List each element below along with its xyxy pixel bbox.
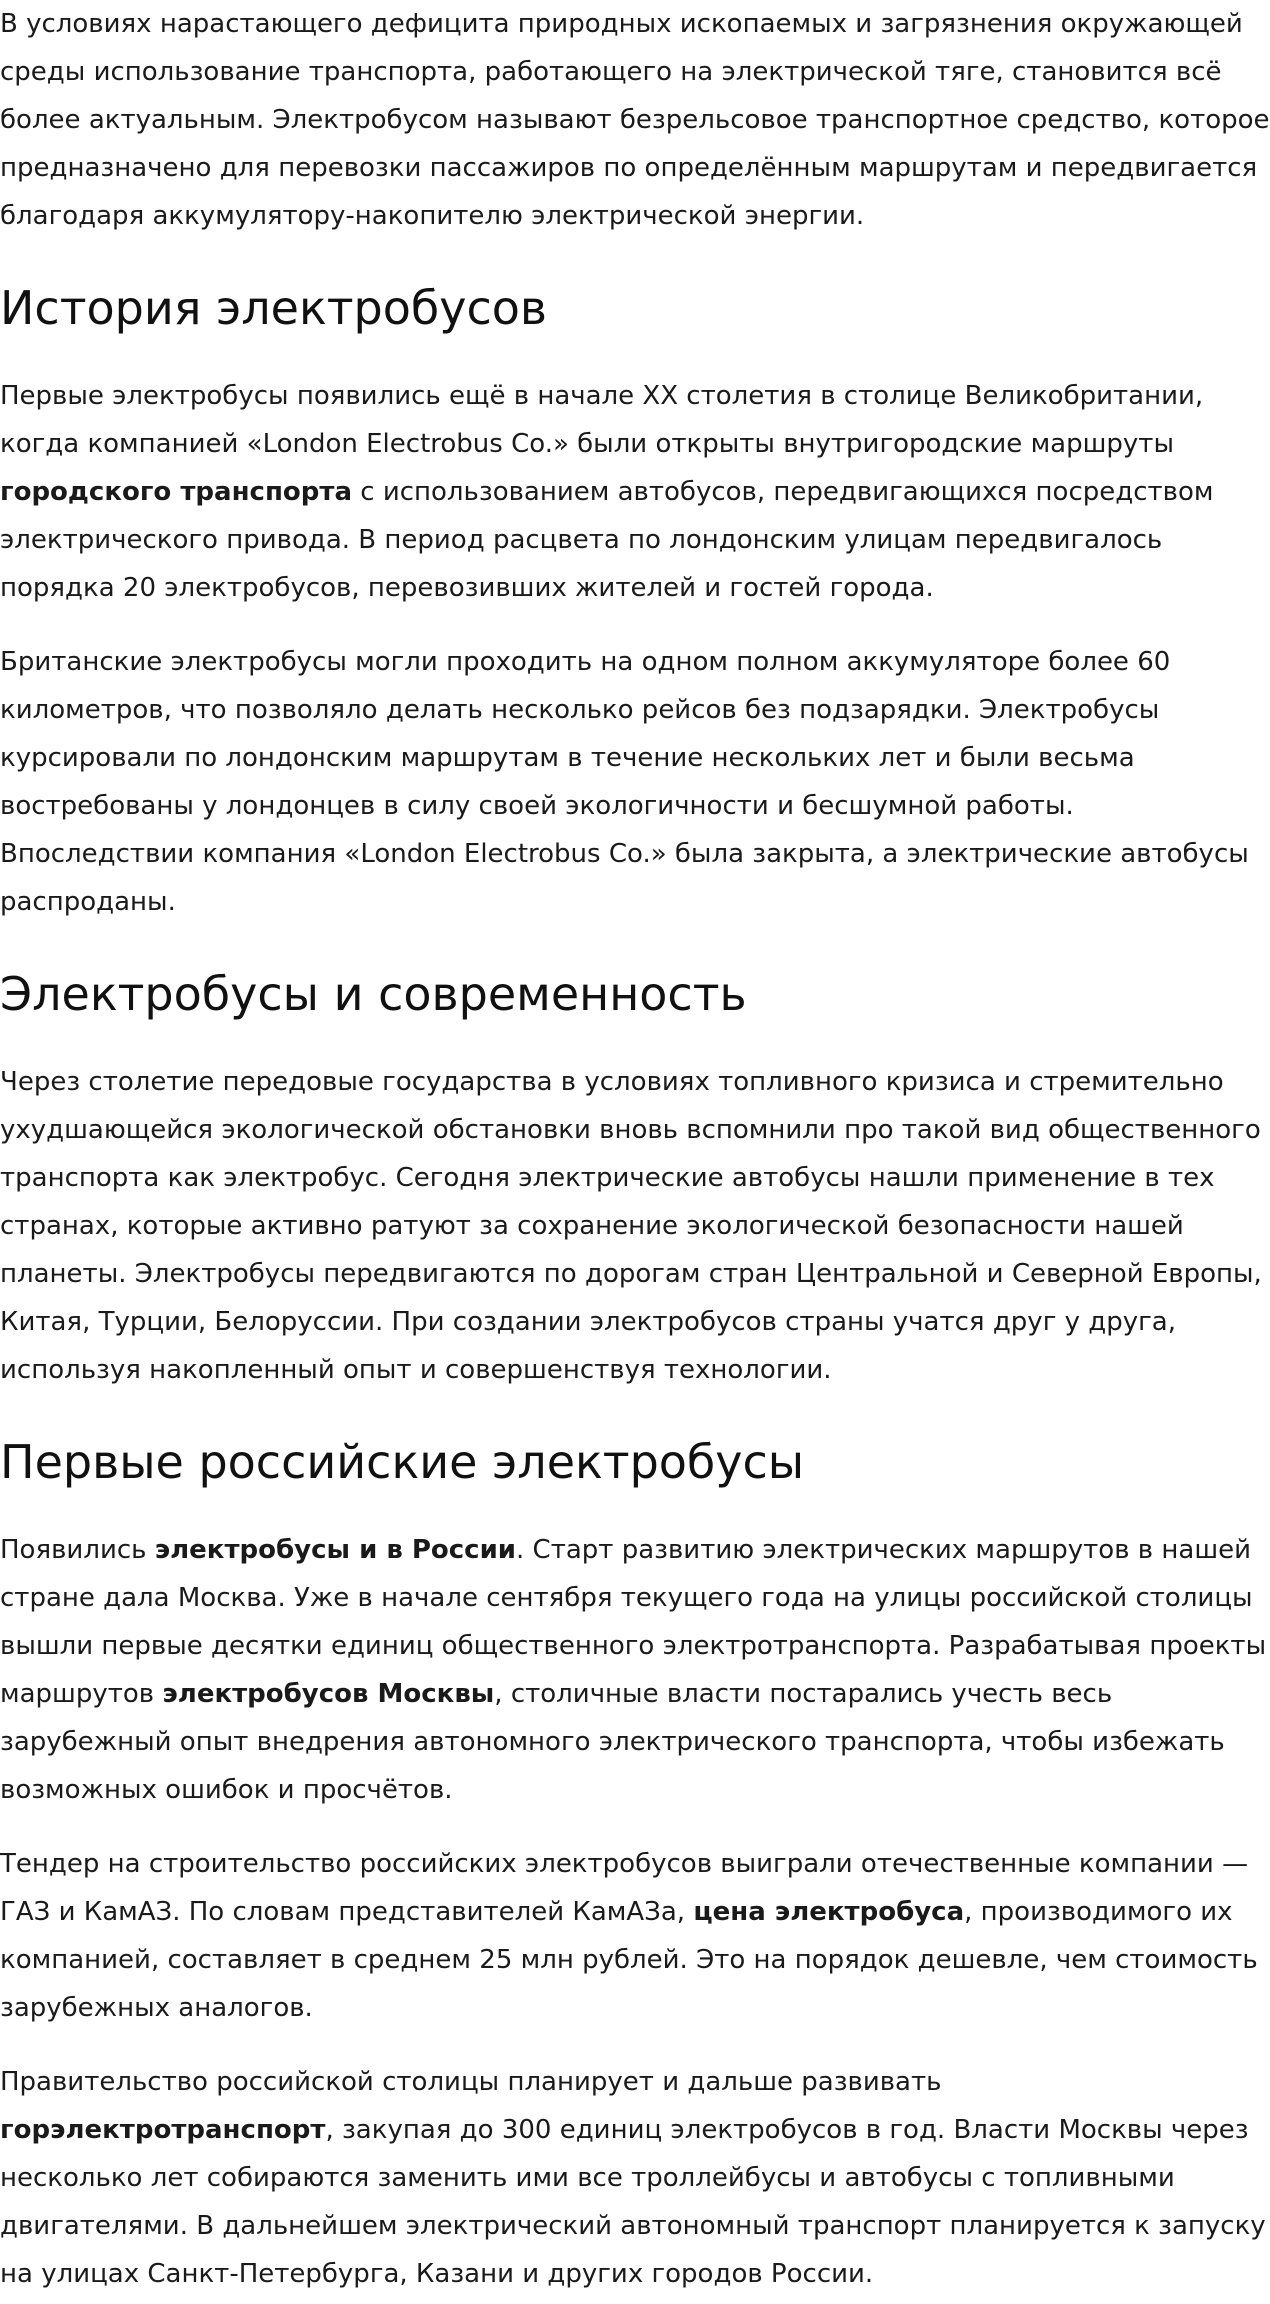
section-heading-russia: Первые российские электробусы <box>0 1435 805 1489</box>
modern-paragraph-1 <box>0 1058 1270 1394</box>
history-p1-bold-city-transport: городского транспорта <box>0 477 352 507</box>
russia-p2-bold-price: цена электробуса <box>693 1897 965 1927</box>
russia-p1-text-c: . Старт развитию электрических маршрутов в нашей стране дала Москва. Уже в начале сентября текущего года на улицы российской столицы вышли первые десятки единиц общественного электротранспорта. Разрабатывая проекты маршрутов <box>0 1535 1267 1709</box>
section-heading-modern: Электробусы и современность <box>0 967 747 1021</box>
russia-p3-text-c: , закупая до 300 единиц электробусов в год. Власти Москвы через несколько лет собираются заменить ими все троллейбусы и автобусы с топливными двигателями. В дальнейшем электрический автономный транспорт планируется к запуску на улицах Санкт-Петербурга, Казани и других городов России. <box>0 2115 1266 2289</box>
section-heading-history: История электробусов <box>0 281 548 335</box>
russia-p1-bold-ebuses-moscow: электробусов Москвы <box>162 1679 495 1709</box>
russia-paragraph-3 <box>0 2058 1270 2298</box>
history-p1-text-a: Первые электробусы появились ещё в начале XX столетия в столице Великобритании, когда компанией «London Electrobus Co.» были открыты внутригородские маршруты <box>0 381 1204 459</box>
russia-p1-text-a: Появились <box>0 1535 155 1565</box>
russia-p1-text-e: , столичные власти постарались учесть весь зарубежный опыт внедрения автономного электрического транспорта, чтобы избежать возможных ошибок и просчётов. <box>0 1679 1225 1805</box>
russia-p2-text-c: , производимого их компанией, составляет в среднем 25 млн рублей. Это на порядок дешевле, чем стоимость зарубежных аналогов. <box>0 1897 1258 2023</box>
russia-paragraph-2 <box>0 1840 1270 2032</box>
history-p2-text: Британские электробусы могли проходить на одном полном аккумуляторе более 60 километров, что позволяло делать несколько рейсов без подзарядки. Электробусы курсировали по лондонским маршрутам в течение нескольких лет и были весьма востребованы у лондонцев в силу своей экологичности и бесшумной работы. Впоследствии компания «London Electrobus Co.» была закрыта, а электрические автобусы распроданы. <box>0 647 1249 917</box>
history-paragraph-1 <box>0 372 1270 612</box>
russia-p1-bold-ebuses-russia: электробусы и в России <box>154 1535 517 1565</box>
intro-paragraph <box>0 0 1270 240</box>
modern-p1-text: Через столетие передовые государства в условиях топливного кризиса и стремительно ухудшающейся экологической обстановки вновь вспомнили про такой вид общественного транспорта как электробус. Сегодня электрические автобусы нашли применение в тех странах, которые активно ратуют за сохранение экологической безопасности нашей планеты. Электробусы передвигаются по дорогам стран Центральной и Северной Европы, Китая, Турции, Белоруссии. При создании электробусов страны учатся друг у друга, используя накопленный опыт и совершенствуя технологии. <box>0 1067 1262 1385</box>
russia-p3-bold-electrotransport: горэлектротранспорт <box>0 2115 326 2145</box>
intro-text: В условиях нарастающего дефицита природных ископаемых и загрязнения окружающей среды использование транспорта, работающего на электрической тяге, становится всё более актуальным. Электробусом называют безрельсовое транспортное средство, которое предназначено для перевозки пассажиров по определённым маршрутам и передвигается благодаря аккумулятору-накопителю электрической энергии. <box>0 9 1270 231</box>
russia-p2-text-a: Тендер на строительство российских электробусов выиграли отечественные компании — ГАЗ и КамАЗ. По словам представителей КамАЗа, <box>0 1849 1249 1927</box>
russia-paragraph-1 <box>0 1526 1270 1814</box>
russia-p3-text-a: Правительство российской столицы планирует и дальше развивать <box>0 2067 942 2097</box>
history-p1-text-c: с использованием автобусов, передвигающихся посредством электрического привода. В период расцвета по лондонским улицам передвигалось порядка 20 электробусов, перевозивших жителей и гостей города. <box>0 477 1214 603</box>
history-paragraph-2 <box>0 638 1270 926</box>
